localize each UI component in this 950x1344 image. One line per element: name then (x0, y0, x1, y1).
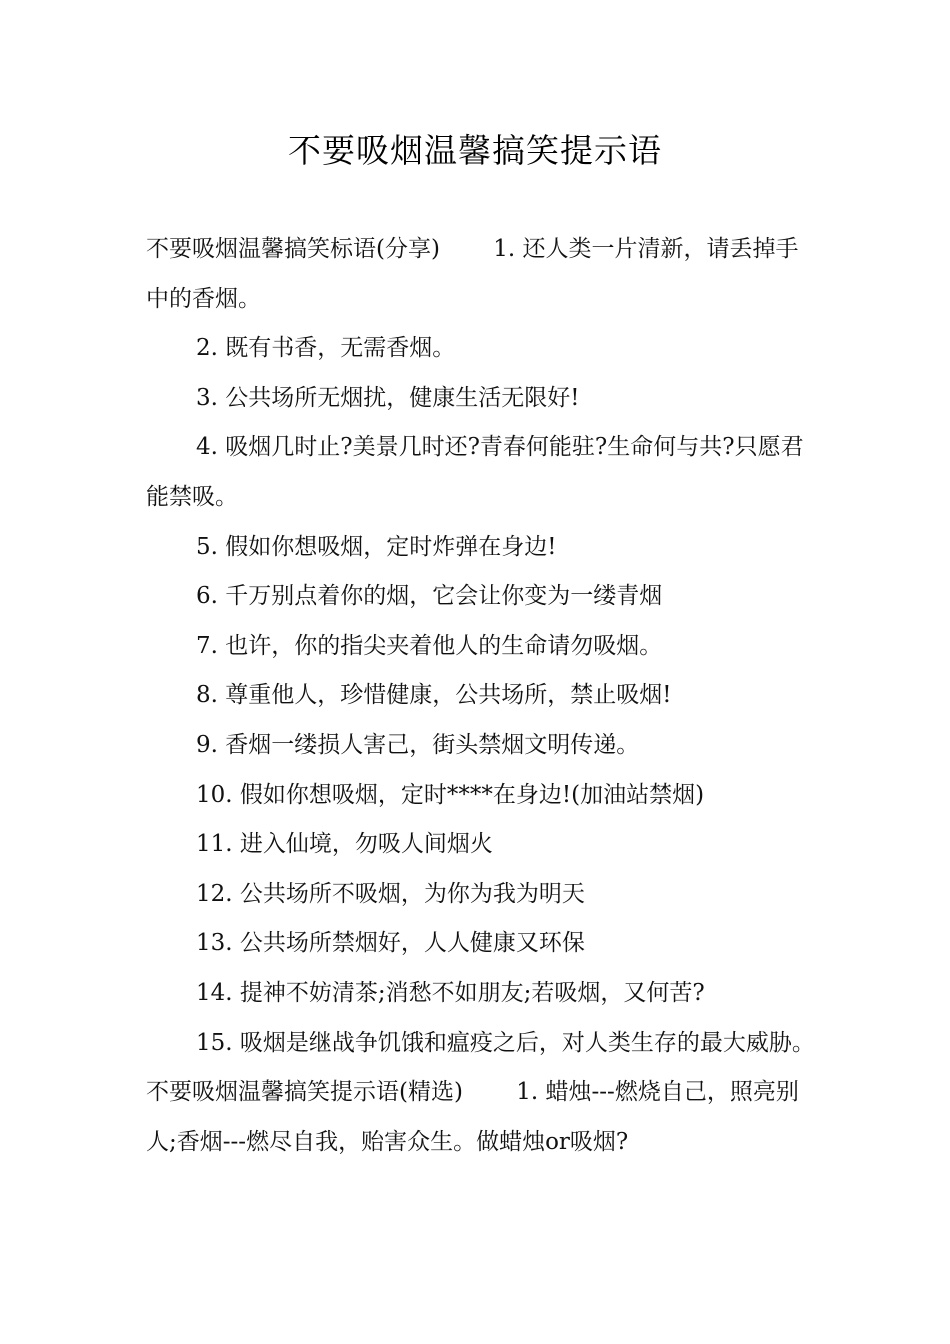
paragraph: 7. 也许，你的指尖夹着他人的生命请勿吸烟。 (196, 632, 663, 659)
document-body (146, 225, 818, 1167)
document-title: 不要吸烟温馨搞笑提示语 (288, 131, 662, 170)
paragraph: 4. 吸烟几时止?美景几时还?青春何能驻?生命何与共?只愿君能禁吸。 (146, 434, 804, 510)
paragraph: 10. 假如你想吸烟，定时****在身边!(加油站禁烟) (196, 781, 705, 808)
paragraph: 12. 公共场所不吸烟，为你为我为明天 (196, 880, 585, 907)
paragraph: 8. 尊重他人，珍惜健康，公共场所，禁止吸烟! (196, 682, 672, 709)
paragraph: 13. 公共场所禁烟好，人人健康又环保 (196, 930, 585, 957)
paragraph: 2. 既有书香，无需香烟。 (196, 335, 456, 362)
paragraph: 11. 进入仙境，勿吸人间烟火 (196, 831, 493, 858)
paragraph: 9. 香烟一缕损人害己，街头禁烟文明传递。 (196, 731, 640, 758)
paragraph: 5. 假如你想吸烟，定时炸弹在身边! (196, 533, 557, 560)
paragraph: 不要吸烟温馨搞笑标语(分享) 1. 还人类一片清新，请丢掉手中的香烟。 (146, 236, 799, 312)
paragraph: 6. 千万别点着你的烟，它会让你变为一缕青烟 (196, 583, 663, 610)
paragraph: 14. 提神不妨清茶;消愁不如朋友;若吸烟，又何苦? (196, 979, 705, 1006)
paragraph: 3. 公共场所无烟扰，健康生活无限好! (196, 384, 580, 411)
paragraph: 15. 吸烟是继战争饥饿和瘟疫之后，对人类生存的最大威胁。 (196, 1029, 815, 1056)
paragraph: 不要吸烟温馨搞笑提示语(精选) 1. 蜡烛---燃烧自己，照亮别人;香烟---燃尽自我，贻害众生。做蜡烛or吸烟? (146, 1079, 799, 1155)
